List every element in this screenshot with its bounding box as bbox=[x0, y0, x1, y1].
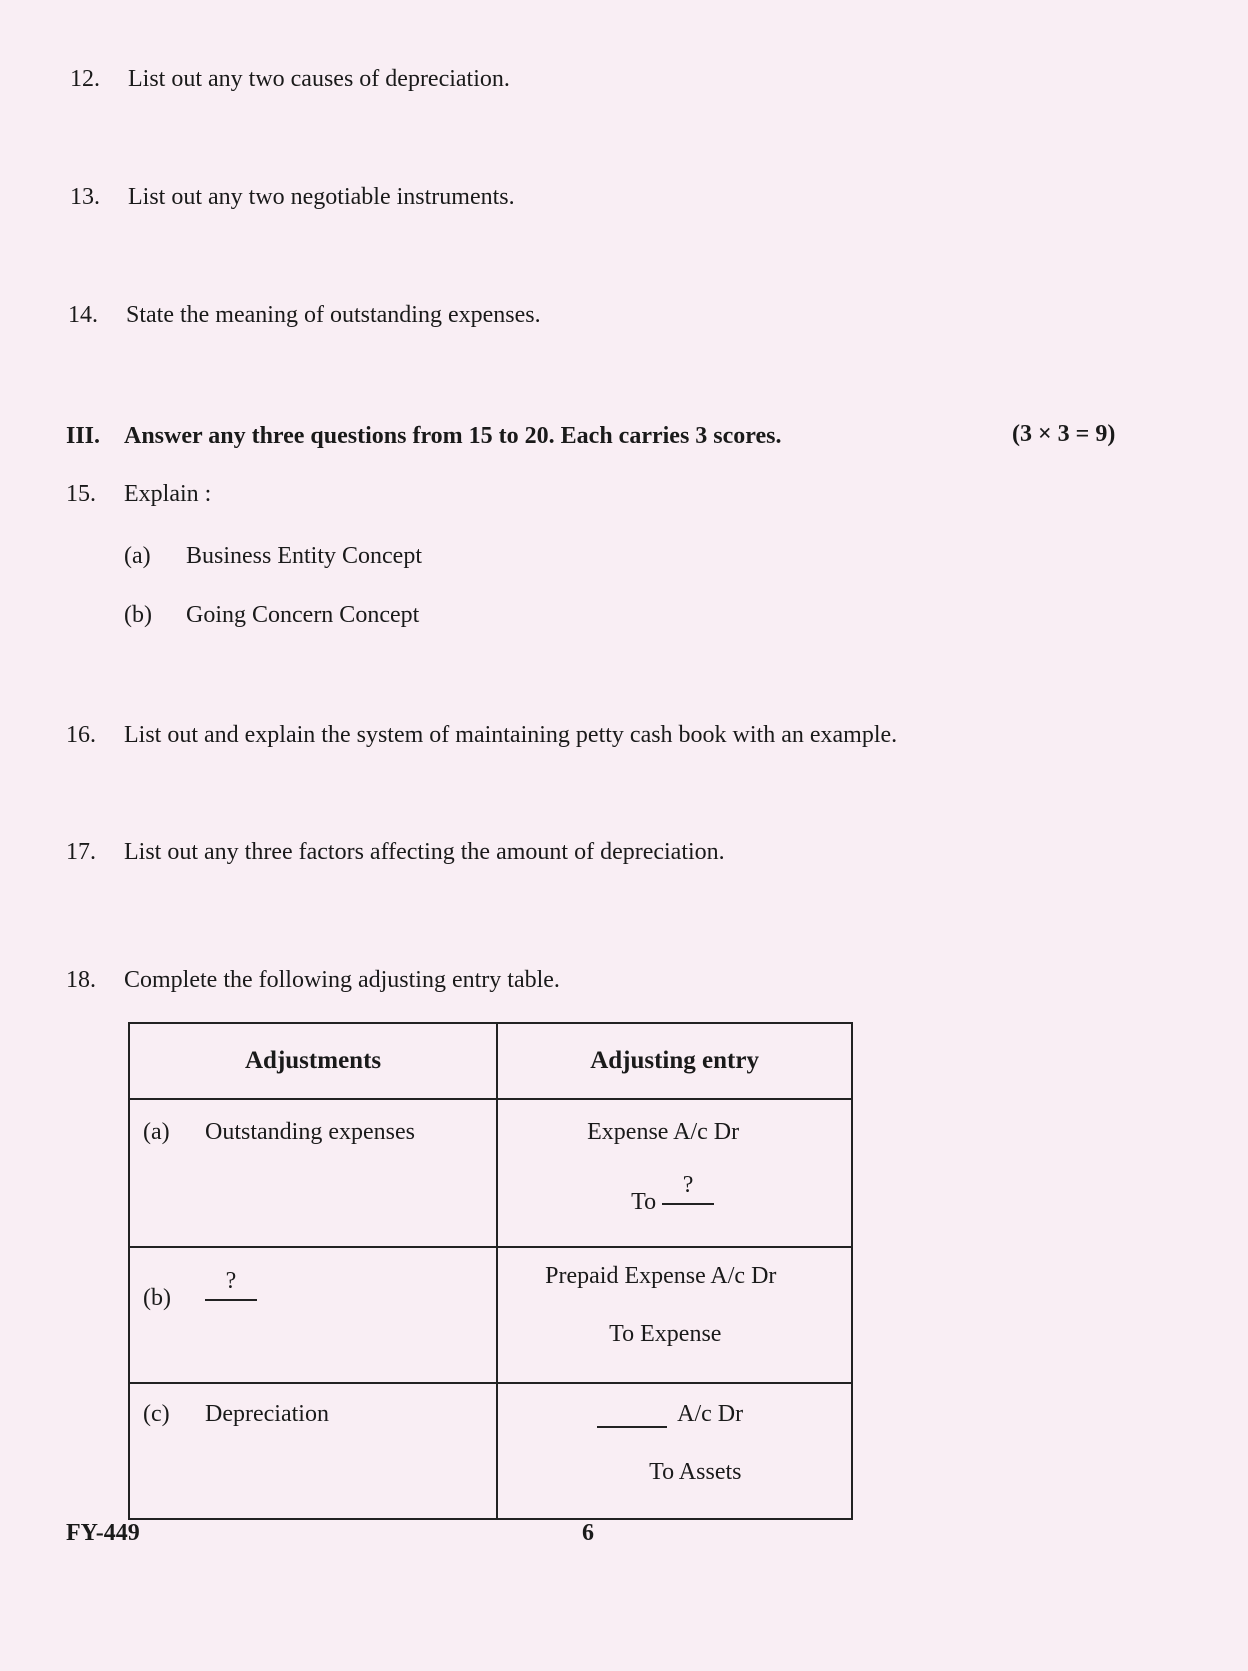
question-18 bbox=[66, 965, 560, 995]
entry-cell bbox=[497, 1099, 852, 1247]
adjustment-cell bbox=[129, 1383, 497, 1519]
entry-cell bbox=[497, 1247, 852, 1383]
row-label: (c) bbox=[143, 1401, 170, 1427]
adjusting-entry-table bbox=[128, 1022, 853, 1520]
page-number: 6 bbox=[582, 1520, 594, 1546]
row-label: (a) bbox=[143, 1119, 170, 1145]
adjustment-cell bbox=[129, 1099, 497, 1247]
question-text: State the meaning of outstanding expenses. bbox=[126, 302, 541, 328]
question-16 bbox=[66, 720, 897, 750]
question-number: 16. bbox=[66, 722, 96, 748]
question-text: List out any two causes of depreciation. bbox=[128, 66, 510, 92]
entry-to: To bbox=[631, 1189, 657, 1215]
question-text: List out and explain the system of maintaining petty cash book with an example. bbox=[124, 722, 898, 748]
header-adjusting-entry: Adjusting entry bbox=[497, 1023, 852, 1099]
section-score: (3 × 3 = 9) bbox=[1012, 421, 1116, 447]
adjustment-cell bbox=[129, 1247, 497, 1383]
table-row bbox=[129, 1383, 852, 1519]
question-15-part-a bbox=[124, 541, 422, 571]
question-text: Explain : bbox=[124, 481, 212, 507]
header-adjustments: Adjustments bbox=[129, 1023, 497, 1099]
entry-cell bbox=[497, 1383, 852, 1519]
section-instruction: Answer any three questions from 15 to 20. Each carries 3 scores. bbox=[124, 423, 782, 449]
adjustment-text: Outstanding expenses bbox=[205, 1119, 415, 1145]
answer-blank bbox=[597, 1404, 667, 1428]
entry-debit: A/c Dr bbox=[597, 1401, 743, 1428]
part-text: Going Concern Concept bbox=[186, 602, 420, 628]
question-15-part-b bbox=[124, 600, 419, 630]
entry-debit: Expense A/c Dr bbox=[587, 1119, 740, 1145]
question-text: Complete the following adjusting entry table. bbox=[124, 967, 560, 993]
question-13 bbox=[70, 182, 515, 212]
entry-credit: To Expense bbox=[609, 1321, 722, 1347]
part-label: (b) bbox=[124, 602, 152, 628]
question-text: List out any two negotiable instruments. bbox=[128, 184, 515, 210]
table-row bbox=[129, 1099, 852, 1247]
question-14 bbox=[68, 300, 541, 330]
entry-debit: Prepaid Expense A/c Dr bbox=[545, 1263, 777, 1289]
question-number: 12. bbox=[70, 66, 100, 92]
question-number: 17. bbox=[66, 839, 96, 865]
part-text: Business Entity Concept bbox=[186, 543, 422, 569]
answer-blank: ? bbox=[205, 1297, 257, 1301]
question-text: List out any three factors affecting the amount of depreciation. bbox=[124, 839, 725, 865]
row-label: (b) bbox=[143, 1285, 171, 1311]
table-row bbox=[129, 1247, 852, 1383]
question-number: 18. bbox=[66, 967, 96, 993]
question-12 bbox=[70, 64, 510, 94]
answer-blank: ? bbox=[662, 1201, 714, 1205]
question-17 bbox=[66, 837, 725, 867]
paper-code: FY-449 bbox=[66, 1520, 140, 1546]
part-label: (a) bbox=[124, 543, 151, 569]
section-label: III. bbox=[66, 423, 101, 449]
entry-credit: To Assets bbox=[649, 1459, 742, 1485]
adjustment-text: Depreciation bbox=[205, 1401, 329, 1427]
question-number: 13. bbox=[70, 184, 100, 210]
table-header-row bbox=[129, 1023, 852, 1099]
section-3-heading bbox=[66, 421, 782, 451]
question-number: 14. bbox=[68, 302, 98, 328]
question-number: 15. bbox=[66, 481, 96, 507]
entry-credit bbox=[631, 1172, 714, 1216]
question-15 bbox=[66, 479, 211, 509]
